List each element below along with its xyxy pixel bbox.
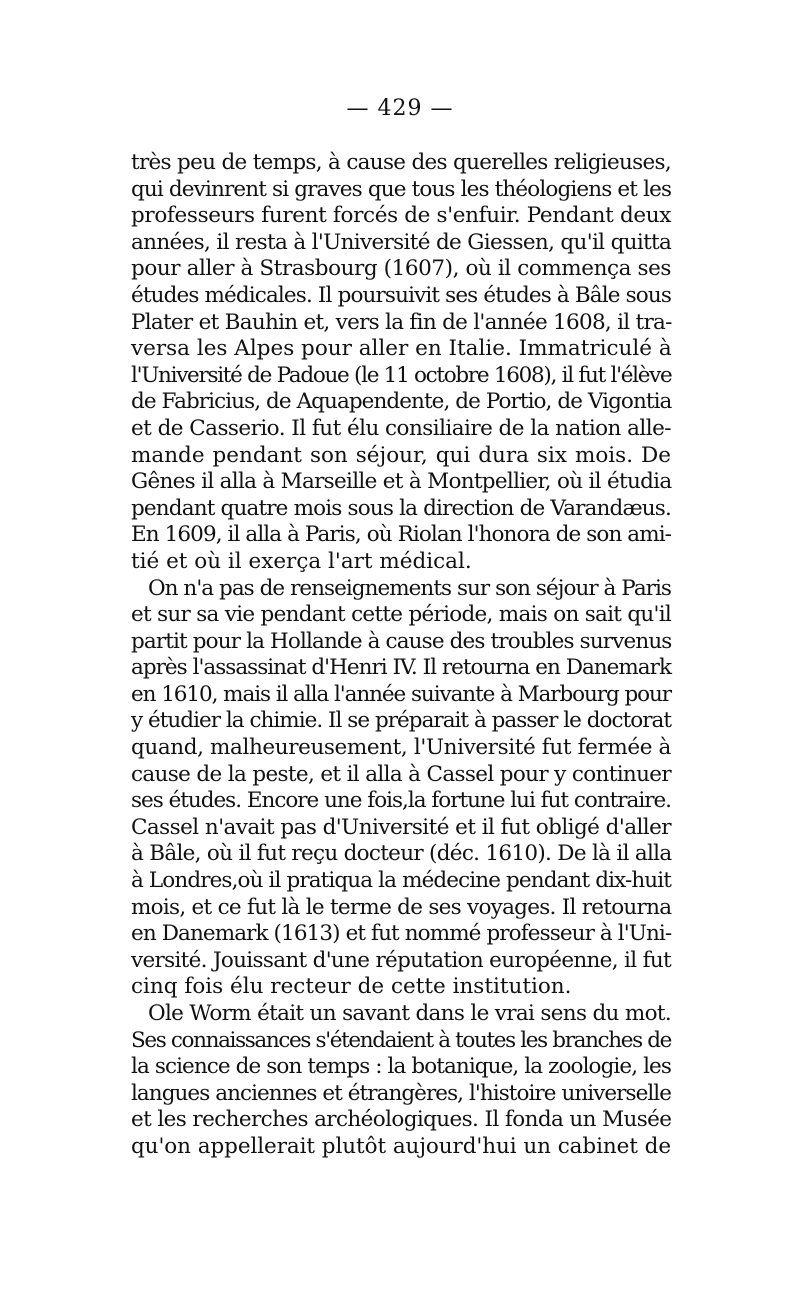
- text-line: études médicales. Il poursuivit ses études à Bâle sous: [131, 282, 671, 308]
- text-line: et de Casserio. Il fut élu consiliaire de la nation alle-: [131, 415, 671, 441]
- text-line: très peu de temps, à cause des querelles religieuses,: [131, 150, 671, 175]
- text-line: mois, et ce fut là le terme de ses voyages. Il retourna: [131, 894, 672, 920]
- text-line: versa les Alpes pour aller en Italie. Immatriculé à: [131, 336, 672, 362]
- text-line: En 1609, il alla à Paris, où Riolan l'honora de son ami-: [131, 522, 672, 548]
- text-line: y étudier la chimie. Il se préparait à passer le doctorat: [131, 708, 671, 734]
- text-line: à Londres,où il pratiqua la médecine pendant dix-huit: [131, 868, 671, 894]
- text-line: qui devinrent si graves que tous les théologiens et les: [131, 176, 672, 202]
- text-line: cause de la peste, et il alla à Cassel pour y continuer: [131, 761, 671, 787]
- text-line: Ole Worm était un savant dans le vrai sens du mot.: [148, 1001, 671, 1026]
- text-line: à Bâle, où il fut reçu docteur (déc. 1610). De là il alla: [131, 841, 672, 867]
- text-line: en Danemark (1613) et fut nommé professeur à l'Uni-: [131, 921, 672, 947]
- text-line: On n'a pas de renseignements sur son séjour à Paris: [148, 575, 671, 601]
- text-line: pour aller à Strasbourg (1607), où il commença ses: [131, 256, 671, 282]
- text-line: versité. Jouissant d'une réputation européenne, il fut: [131, 947, 671, 973]
- text-line: partit pour la Hollande à cause des troubles survenus: [131, 628, 672, 654]
- text-line: Cassel n'avait pas d'Université et il fut obligé d'aller: [131, 814, 671, 840]
- text-line: pendant quatre mois sous la direction de Varandæus.: [131, 495, 671, 521]
- text-line: quand, malheureusement, l'Université fut fermée à: [131, 735, 671, 761]
- text-line: tié et où il exerça l'art médical.: [131, 548, 472, 574]
- text-line: années, il resta à l'Université de Giessen, qu'il quitta: [131, 229, 672, 255]
- text-line: la science de son temps : la botanique, la zoologie, les: [131, 1054, 671, 1080]
- body-text: [131, 150, 671, 1161]
- text-line: professeurs furent forcés de s'enfuir. Pendant deux: [131, 203, 671, 229]
- text-line: qu'on appellerait plutôt aujourd'hui un cabinet de: [131, 1133, 671, 1159]
- text-line: en 1610, mais il alla l'année suivante à Marbourg pour: [131, 681, 671, 707]
- page-number: — 429 —: [346, 96, 454, 121]
- text-line: cinq fois élu recteur de cette institution.: [131, 974, 572, 1000]
- text-line: et les recherches archéologiques. Il fonda un Musée: [131, 1107, 672, 1133]
- text-line: après l'assassinat d'Henri IV. Il retourna en Danemark: [131, 655, 671, 681]
- text-line: mande pendant son séjour, qui dura six mois. De: [131, 442, 671, 468]
- text-line: Plater et Bauhin et, vers la fin de l'année 1608, il tra-: [131, 309, 672, 335]
- text-line: ses études. Encore une fois,la fortune lui fut contraire.: [131, 788, 671, 814]
- text-line: Ses connaissances s'étendaient à toutes les branches de: [131, 1027, 671, 1053]
- text-line: et sur sa vie pendant cette période, mais on sait qu'il: [131, 602, 672, 628]
- text-line: langues anciennes et étrangères, l'histoire universelle: [131, 1080, 671, 1106]
- text-line: Gênes il alla à Marseille et à Montpellier, où il étudia: [131, 469, 672, 495]
- text-line: l'Université de Padoue (le 11 octobre 1608), il fut l'élève: [131, 362, 672, 388]
- text-line: de Fabricius, de Aquapendente, de Portio, de Vigontia: [131, 389, 672, 415]
